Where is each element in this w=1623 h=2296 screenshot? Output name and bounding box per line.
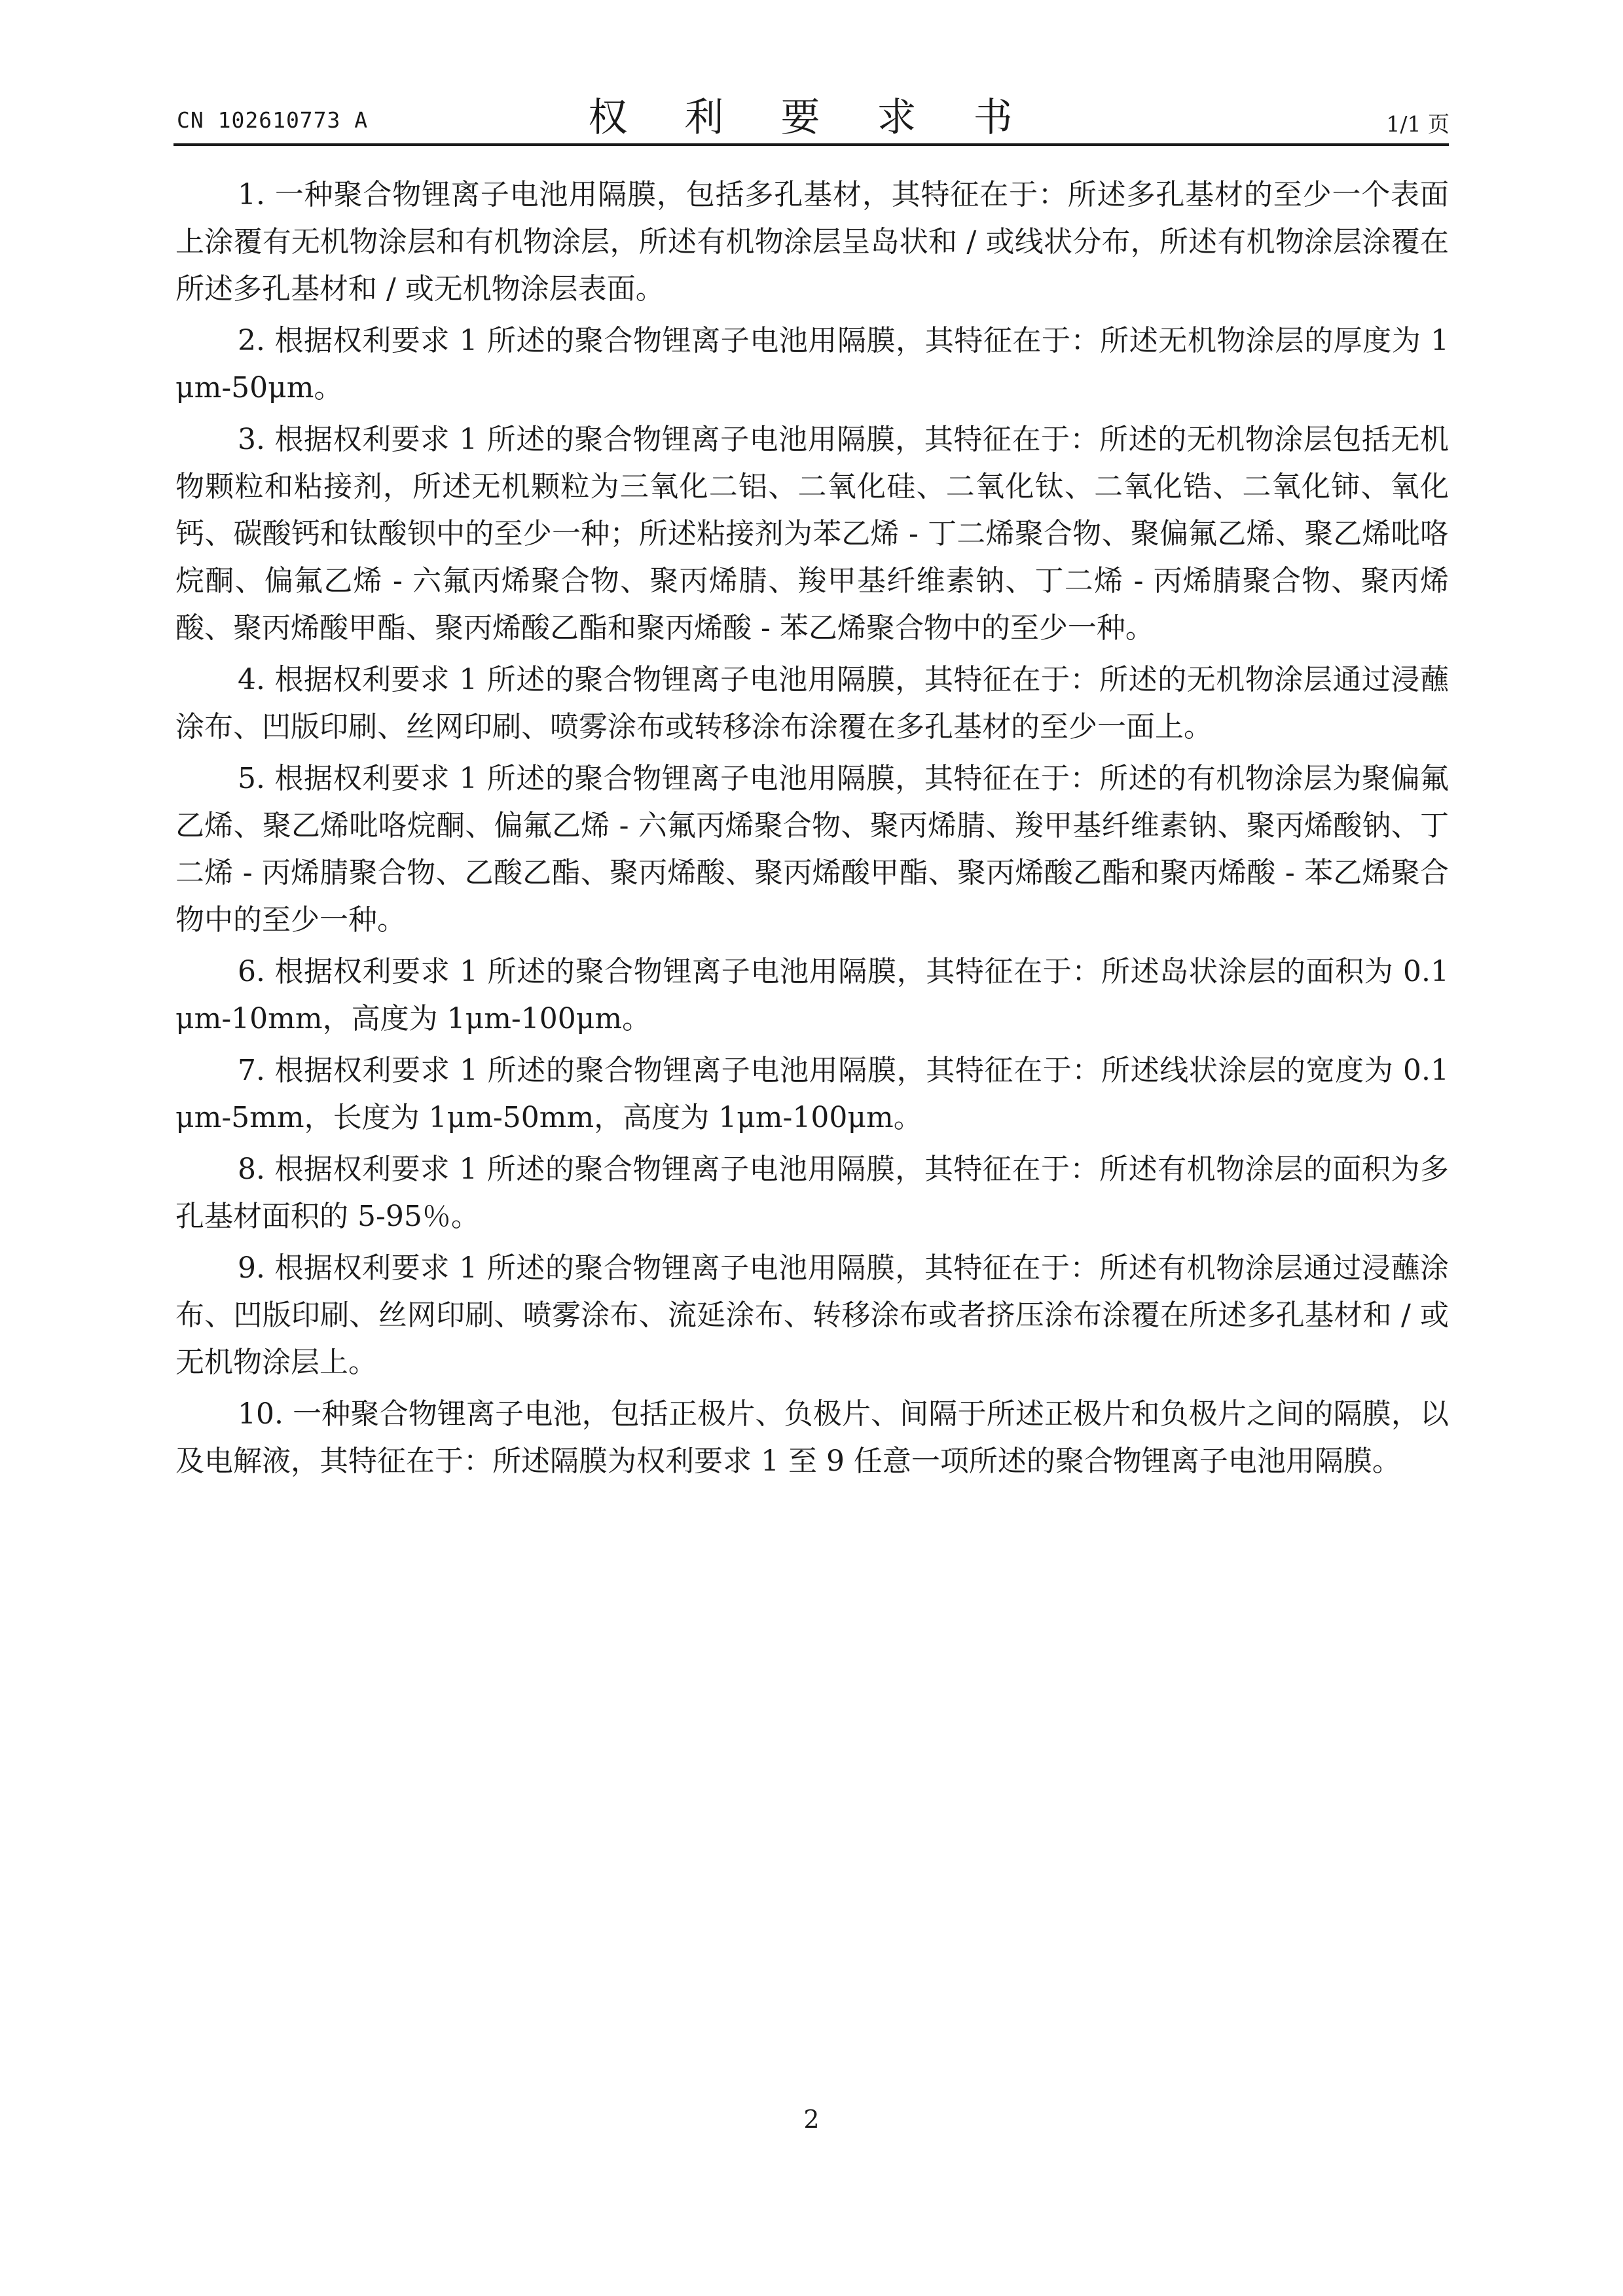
page-label: 1/1 页	[1386, 111, 1450, 137]
claim-7: 7. 根据权利要求 1 所述的聚合物锂离子电池用隔膜，其特征在于：所述线状涂层的宽度为 0.1μm-5mm，长度为 1μm-50mm，高度为 1μm-100μm。	[175, 1054, 1449, 1134]
claim-6: 6. 根据权利要求 1 所述的聚合物锂离子电池用隔膜，其特征在于：所述岛状涂层的面积为 0.1μm-10mm，高度为 1μm-100μm。	[175, 955, 1449, 1035]
page-title: 权 利 要 求 书	[588, 95, 1035, 141]
claim-2: 2. 根据权利要求 1 所述的聚合物锂离子电池用隔膜，其特征在于：所述无机物涂层的厚度为 1μm-50μm。	[175, 324, 1449, 404]
claim-9: 9. 根据权利要求 1 所述的聚合物锂离子电池用隔膜，其特征在于：所述有机物涂层通过浸蘸涂布、凹版印刷、丝网印刷、喷雾涂布、流延涂布、转移涂布或者挤压涂布涂覆在所述多孔基材和 / 或无机物涂层上。	[175, 1251, 1449, 1379]
claim-8: 8. 根据权利要求 1 所述的聚合物锂离子电池用隔膜，其特征在于：所述有机物涂层的面积为多孔基材面积的 5-95％。	[175, 1153, 1449, 1233]
claim-1: 1. 一种聚合物锂离子电池用隔膜，包括多孔基材，其特征在于：所述多孔基材的至少一个表面上涂覆有无机物涂层和有机物涂层，所述有机物涂层呈岛状和 / 或线状分布，所述有机物涂层涂覆在所述多孔基材和 / 或无机物涂层表面。	[175, 178, 1449, 306]
claim-4: 4. 根据权利要求 1 所述的聚合物锂离子电池用隔膜，其特征在于：所述的无机物涂层通过浸蘸涂布、凹版印刷、丝网印刷、喷雾涂布或转移涂布涂覆在多孔基材的至少一面上。	[175, 663, 1449, 744]
claim-3: 3. 根据权利要求 1 所述的聚合物锂离子电池用隔膜，其特征在于：所述的无机物涂层包括无机物颗粒和粘接剂，所述无机颗粒为三氧化二铝、二氧化硅、二氧化钛、二氧化锆、二氧化铈、氧化钙、碳酸钙和钛酸钡中的至少一种；所述粘接剂为苯乙烯 - 丁二烯聚合物、聚偏氟乙烯、聚乙烯吡咯烷酮、偏氟乙烯 - 六氟丙烯聚合物、聚丙烯腈、羧甲基纤维素钠、丁二烯 - 丙烯腈聚合物、聚丙烯酸、聚丙烯酸甲酯、聚丙烯酸乙酯和聚丙烯酸 - 苯乙烯聚合物中的至少一种。	[175, 423, 1449, 645]
claim-10: 10. 一种聚合物锂离子电池，包括正极片、负极片、间隔于所述正极片和负极片之间的隔膜，以及电解液，其特征在于：所述隔膜为权利要求 1 至 9 任意一项所述的聚合物锂离子电池用隔膜。	[175, 1397, 1449, 1478]
claims-list	[175, 171, 1449, 1490]
claim-5: 5. 根据权利要求 1 所述的聚合物锂离子电池用隔膜，其特征在于：所述的有机物涂层为聚偏氟乙烯、聚乙烯吡咯烷酮、偏氟乙烯 - 六氟丙烯聚合物、聚丙烯腈、羧甲基纤维素钠、聚丙烯酸钠、丁二烯 - 丙烯腈聚合物、乙酸乙酯、聚丙烯酸、聚丙烯酸甲酯、聚丙烯酸乙酯和聚丙烯酸 - 苯乙烯聚合物中的至少一种。	[175, 762, 1449, 937]
page-number: 2	[803, 2105, 820, 2134]
publication-number: CN 102610773 A	[177, 107, 369, 133]
header-rule	[173, 143, 1449, 146]
